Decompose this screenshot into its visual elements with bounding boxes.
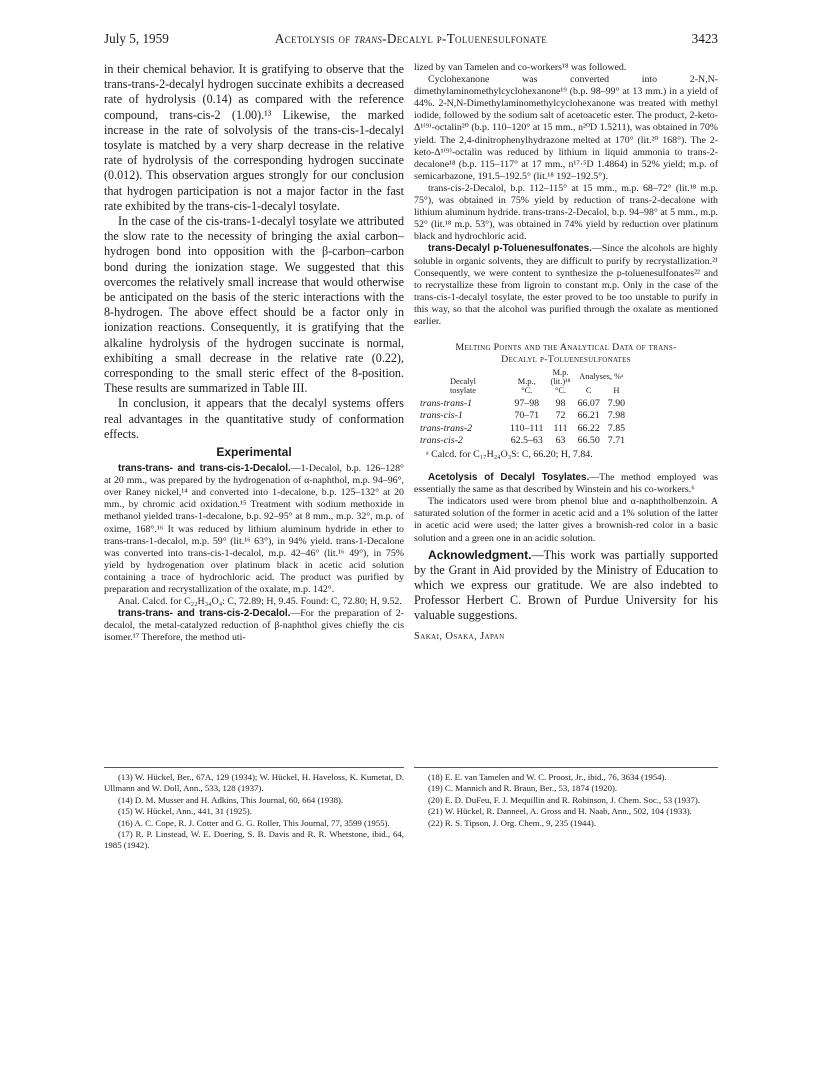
paragraph-van-tamelen: lized by van Tamelen and co-workers¹⁸ was followed. xyxy=(414,62,627,73)
footnote: (16) A. C. Cope, R. J. Cotter and G. G. Roller, This Journal, 77, 3599 (1955). xyxy=(118,817,390,828)
table-row: trans-cis-1 70–71 72 66.21 7.98 xyxy=(420,410,626,422)
footnote: (18) E. E. van Tamelen and W. C. Proost, Jr., ibid., 76, 3634 (1954). xyxy=(428,772,667,782)
left-column xyxy=(104,62,404,644)
experimental-heading: Experimental xyxy=(216,445,292,460)
paragraph-acknowledgment: Acknowledgment.—This work was partially supported by the Grant in Aid provided by the Ministry of Education to which we express our gratitude. We are also indebted to Professor Herbert C. Brown of Purdue University for his valuable suggestions. xyxy=(414,547,718,623)
paragraph-1-decalol: trans-trans- and trans-cis-1-Decalol.—1-Decalol, b.p. 126–128° at 20 mm., was prepared by the hydrogenation of α-naphthol, m.p. 94–96°, over Raney nickel,¹⁴ and converted into 1-decalone, b.p. 125–132° at 20 mm., by chromic acid oxidation.¹⁵ Treatment with sodium methoxide in methanol yielded trans-1-decalone, b.p. 92–95° at 8 mm., m.p. 32°, m.p. of oxime, 168°.¹⁶ It was reduced by lithium aluminum hydride in ether to trans-trans-1-decalol, m.p. 59° (lit.¹⁶ 63°), in 94% yield. trans-1-Decalone was converted into trans-cis-1-decalol, m.p. 42–46° (lit.¹⁶ 49°), in 75% yield by hydrogenation over platinum black in acetic acid solution containing a trace of hydrochloric acid. The product was purified by preparation and recrystallization of the oxalate, m.p. 142°. xyxy=(104,463,404,596)
paragraph-2-decalol: trans-trans- and trans-cis-2-Decalol.—For the preparation of 2-decalol, the metal-catalyzed reduction of β-naphthol gives chiefly the cis isomer.¹⁷ Therefore, the method uti- xyxy=(104,608,404,644)
paragraph-behavior: in their chemical behavior. It is gratifying to observe that the trans-trans-2-decalyl hydrogen succinate exhibits a decreased rate of hydrolysis (0.14) as compared with the reference compound, trans-cis-2 (1.00).¹³ Likewise, the marked increase in the rate of solvolysis of the trans-cis-1-decalyl tosylate is matched by a very sharp decrease in the relative rate of hydrolysis of the corresponding hydrogen succinate (0.012). This observation argues strongly for our conclusion that hydrogen participation is not a major factor in the fast rate exhibited by the trans-cis-1-decalyl tosylate. xyxy=(104,62,404,213)
footnotes-left xyxy=(104,772,404,852)
right-column xyxy=(414,62,718,642)
col-head-mp: M.p., °C. xyxy=(517,377,536,396)
footnote: (19) C. Mannich and R. Braun, Ber., 53, 1874 (1920). xyxy=(428,783,618,794)
author-location: Sakai, Osaka, Japan xyxy=(414,630,505,642)
running-header xyxy=(104,30,718,48)
paragraph-indicators: The indicators used were brom phenol blue and α-naphtholbenzoin. A saturated solution of the former in acetic acid and a 1% solution of the latter in acetic acid were used; the latter gives a brownish-red color in a basic solution and a green one in an acidic solution. xyxy=(414,496,718,544)
col-head-h: H xyxy=(613,386,620,396)
header-title: Acetolysis of trans-Decalyl p-Toluenesulfonate xyxy=(274,31,548,46)
table-header-row xyxy=(420,368,629,383)
table-title: Melting Points and the Analytical Data of trans- Decalyl p-Toluenesulfonates xyxy=(455,342,677,366)
table-row: trans-trans-1 97–98 98 66.07 7.90 xyxy=(420,397,626,409)
footnote: (13) W. Hückel, Ber., 67A, 129 (1934); W. Hückel, H. Haveloss, K. Kumetat, D. Ullmann and W. Doll, Ann., 533, 128 (1937). xyxy=(104,772,404,794)
footnote: (20) E. D. DuFeu, F. J. Mequillin and R. Robinson, J. Chem. Soc., 53 (1937). xyxy=(428,794,700,805)
header-page-number: 3423 xyxy=(691,31,718,46)
footnote: (21) W. Hückel, R. Danneel, A. Gross and H. Naab, Ann., 502, 104 (1933). xyxy=(428,806,692,817)
col-head-tosylate: Decalyl tosylate xyxy=(449,377,477,396)
paragraph-conclusion: In conclusion, it appears that the decalyl systems offers real advantages in the quantitative study of conformation effects. xyxy=(104,396,404,441)
footnote-rule-right xyxy=(414,767,718,768)
table-row: trans-cis-2 62.5–63 63 66.50 7.71 xyxy=(420,435,626,447)
footnote: (17) R. P. Linstead, W. E. Doering, S. B. Davis and R. R. Whetstone, ibid., 64, 1985 (1942). xyxy=(104,829,404,851)
footnote: (22) R. S. Tipson, J. Org. Chem., 9, 235 (1944). xyxy=(428,817,596,828)
col-head-lit-mp: M.p. (lit.)¹⁸ °C. xyxy=(550,368,571,396)
footnote: (15) W. Hückel, Ann., 441, 31 (1925). xyxy=(118,806,252,817)
footnotes-right xyxy=(414,772,718,829)
header-date: July 5, 1959 xyxy=(104,31,169,46)
paragraph-cis-trans: In the case of the cis-trans-1-decalyl tosylate we attributed the slow rate to the necessity of bringing the axial carbon–hydrogen bond into opposition with the β-carbon–carbon bond during the ionization stage. We suggested that this overcomes the relatively small increase that would otherwise be anticipated on the basis of the steric interactions with the 8-hydrogen. The above effect should be a factor only in ionization reactions. Consequently, it is gratifying that the alkaline hydrolysis of the hydrogen succinate is normal, exhibiting a small decrease in the relative rate (0.22), corresponding to the small steric effect of the 8-position. These results are summarized in Table III. xyxy=(104,214,404,396)
footnote-rule-left xyxy=(104,767,404,768)
footnote: (14) D. M. Musser and H. Adkins, This Journal, 60, 664 (1938). xyxy=(118,794,344,805)
melting-points-table xyxy=(420,368,629,448)
paragraph-cyclohexanone: Cyclohexanone was converted into 2-N,N-dimethylaminomethylcyclohexanone¹⁹ (b.p. 98–99° at 13 mm.) in a yield of 44%. 2-N,N-Dimethylaminomethylcyclohexanone was treated with methyl iodide, followed by the sodium salt of acetoacetic ester. The product, 2-keto-Δ¹⁽⁹⁾-octalin²⁰ (b.p. 110–120° at 15 mm., n²⁰D 1.5211), was obtained in 70% yield. The 2,4-dinitrophenylhydrazone melted at 170° (lit.²⁰ 168°). The 2-keto-Δ¹⁽⁹⁾-octalin was reduced by lithium in liquid ammonia to trans-2-decalone¹⁸ (b.p. 115–117° at 17 mm., n¹⁷·⁵D 1.4864) in 52% yield; m.p. of semicarbazone, 191.5–192.5° (lit.¹⁸ 192–192.5°). xyxy=(414,74,718,182)
paragraph-acetolysis: Acetolysis of Decalyl Tosylates.—The method employed was essentially the same as that described by Winstein and his co-workers.⁶ xyxy=(414,472,718,496)
paragraph-toluenesulfonates: trans-Decalyl p-Toluenesulfonates.—Since the alcohols are highly soluble in organic solvents, they are difficult to purify by recrystallization.²¹ Consequently, we were content to synthesize the p-toluenesulfonates²² and to recrystallize these from ligroin to constant m.p. Only in the case of the trans-cis-1-decalyl tosylate, the ester proved to be too unstable to purify in this way, so that the alcohol was purified through the oxalate as mentioned earlier. xyxy=(414,243,718,327)
col-head-c: C xyxy=(585,386,592,396)
table-row: trans-trans-2 110–111 111 66.22 7.85 xyxy=(420,422,626,434)
paragraph-trans-cis-2-decalol: trans-cis-2-Decalol, b.p. 112–115° at 15 mm., m.p. 68–72° (lit.¹⁸ m.p. 75°), was obtained in 75% yield by reduction of trans-2-decalone with lithium aluminum hydride. trans-trans-2-Decalol, b.p. 94–98° at 5 mm., m.p. 52° (lit.¹⁸ m.p. 53°), was obtained in 74% yield by reduction over platinum black and hydrochloric acid. xyxy=(414,182,718,243)
table-footnote: ᵃ Calcd. for C₁₇H₂₄O₃S: C, 66.20; H, 7.84. xyxy=(426,449,593,461)
paragraph-analysis: Anal. Calcd. for C₂₂H₃₄O₄: C, 72.89; H, 9.45. Found: C, 72.80; H, 9.52. xyxy=(118,596,402,608)
col-head-analyses: Analyses, %ᵃ xyxy=(579,371,624,381)
